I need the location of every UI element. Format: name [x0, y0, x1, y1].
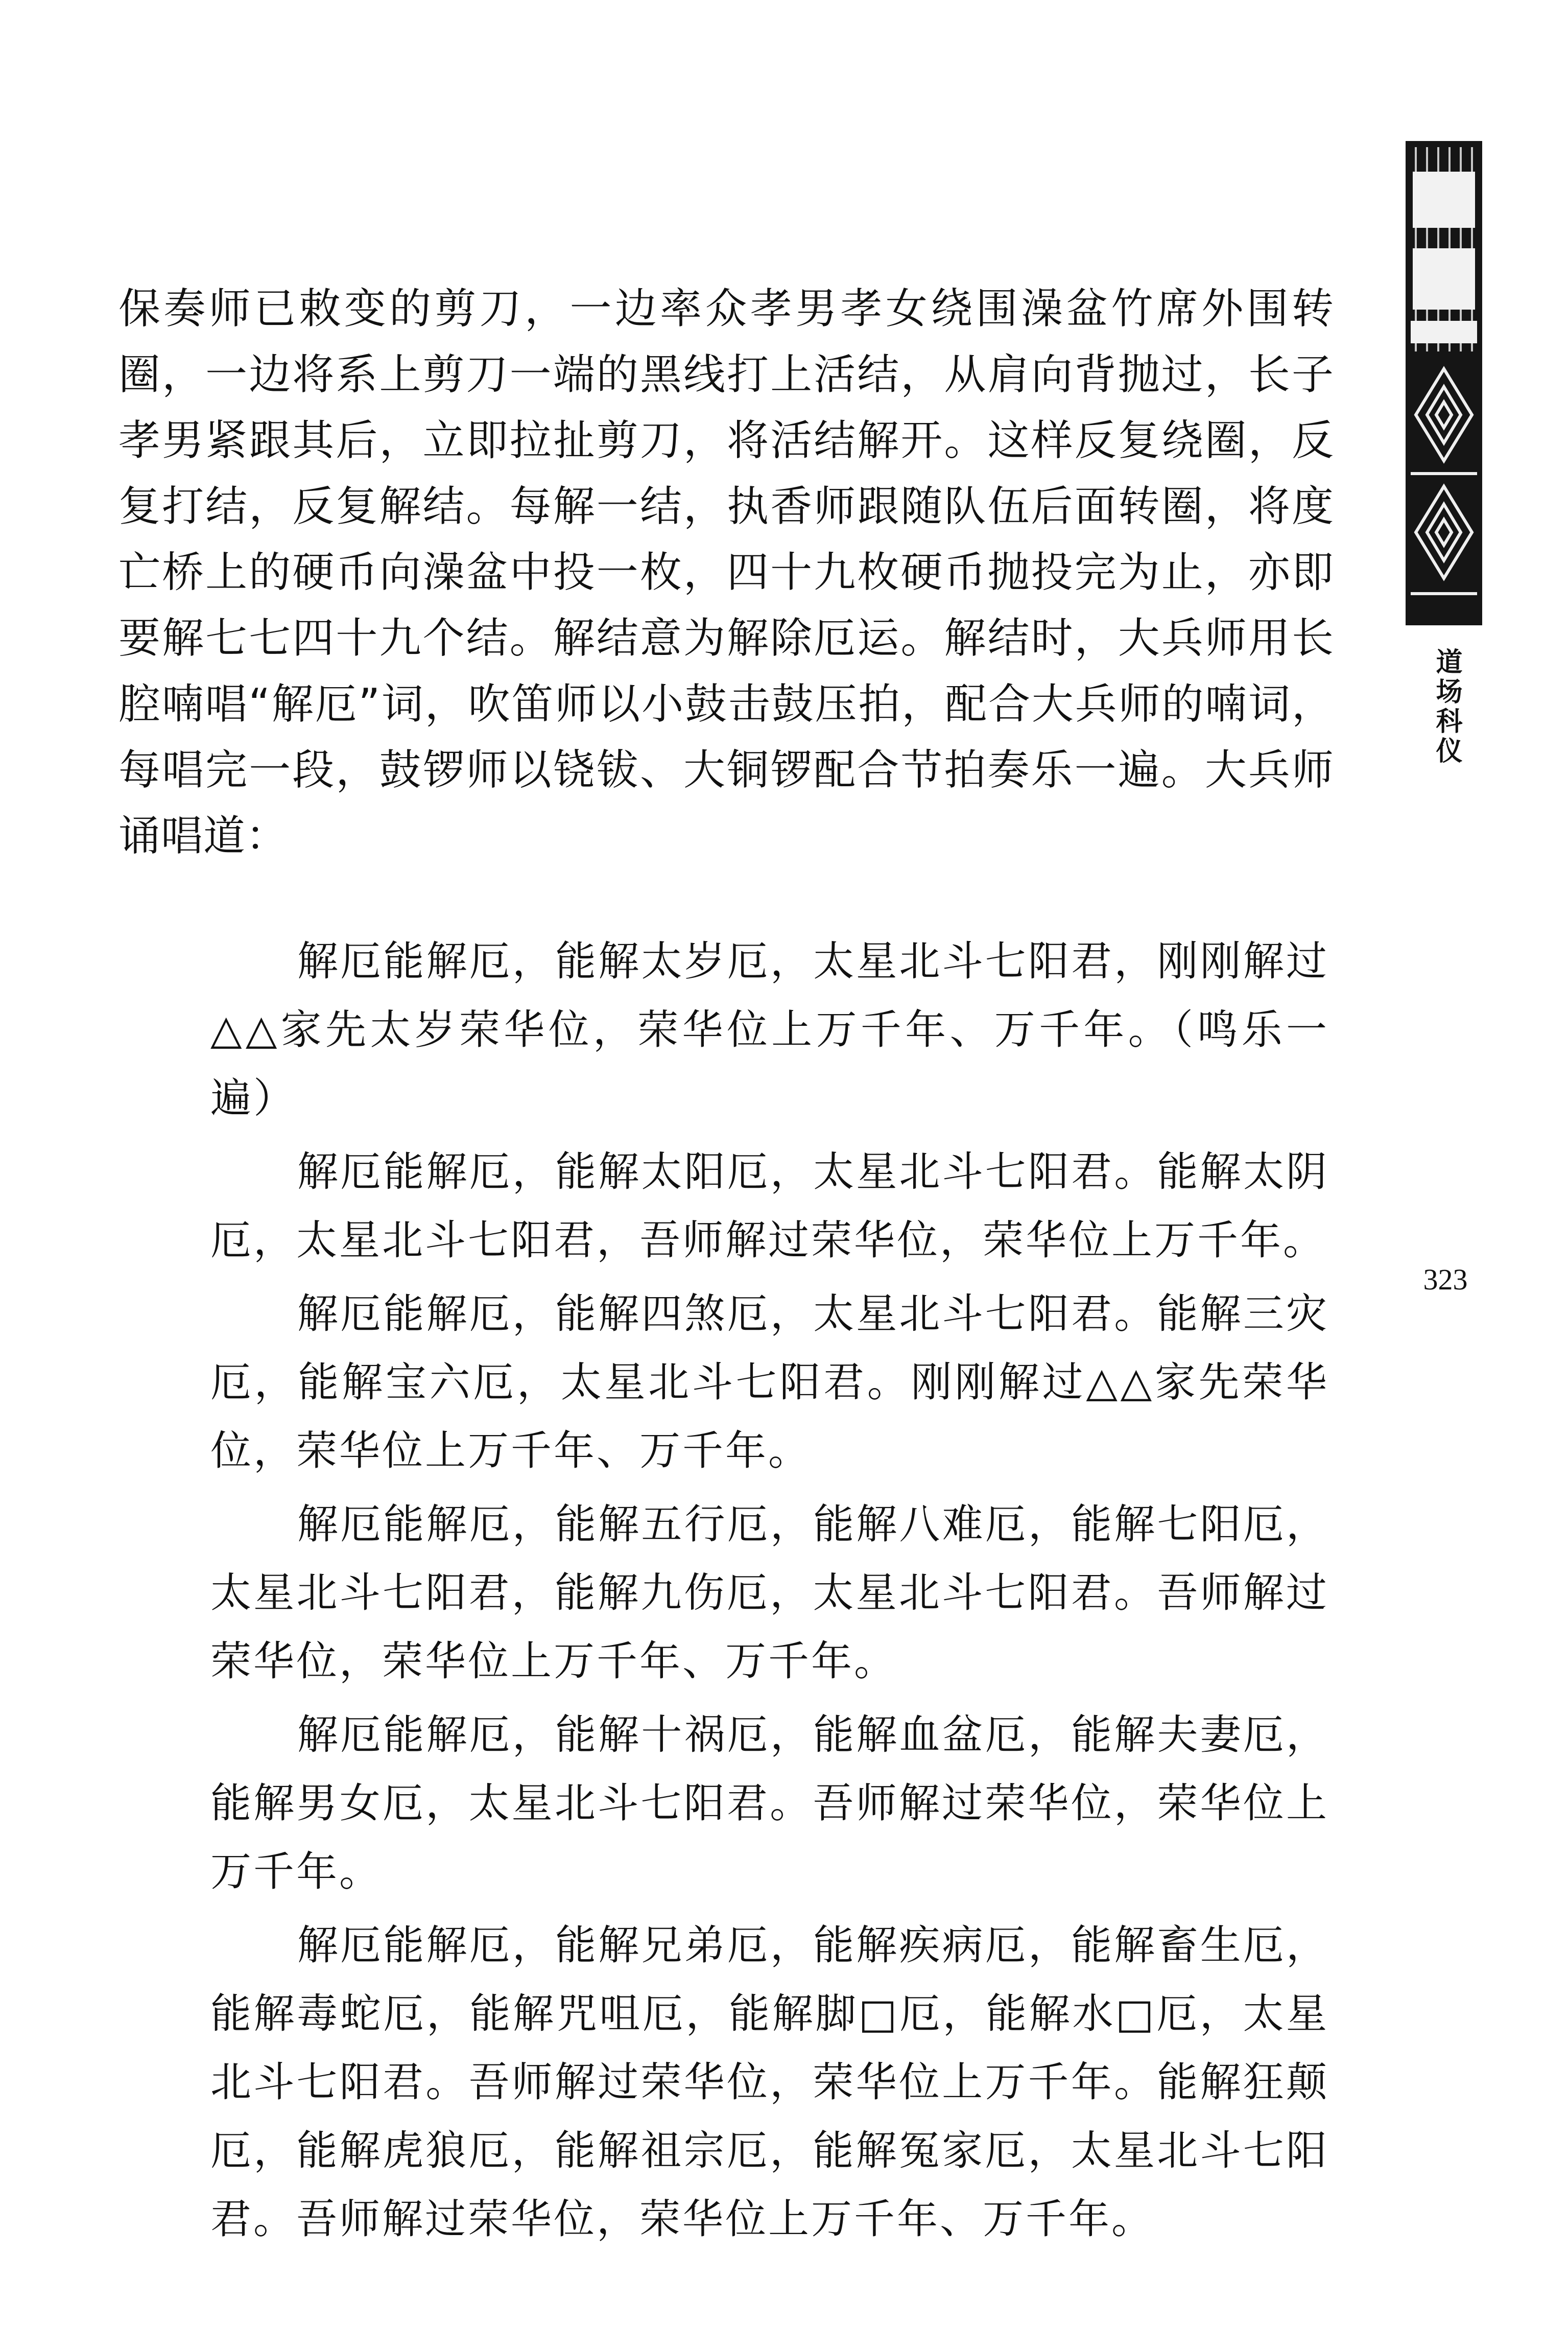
verse-5: 解厄能解厄，能解十祸厄，能解血盆厄，能解夫妻厄，能解男女厄，太星北斗七阳君。吾师解过荣华位，荣华位上万千年。	[210, 1711, 1329, 1895]
body-paragraph: 保奏师已敕变的剪刀，一边率众孝男孝女绕围澡盆竹席外围转圈，一边将系上剪刀一端的黑线打上活结，从肩向背抛过，长子孝男紧跟其后，立即拉扯剪刀，将活结解开。这样反复绕圈，反复打结，反复解结。每解一结，执香师跟随队伍后面转圈，将度亡桥上的硬币向澡盆中投一枚，四十九枚硬币抛投完为止，亦即要解七七四十九个结。解结意为解除厄运。解结时，大兵师用长腔喃唱“解厄”词，吹笛师以小鼓击鼓压拍，配合大兵师的喃词，每唱完一段，鼓锣师以铙钹、大铜锣配合节拍奏乐一遍。大兵师诵唱道：	[118, 285, 1334, 860]
ornament-glyph-block	[1413, 248, 1475, 310]
verse-1: 解厄能解厄，能解太岁厄，太星北斗七阳君，刚刚解过△△家先太岁荣华位，荣华位上万千年、万千年。（鸣乐一遍）	[210, 937, 1329, 1122]
ornament-bar	[1411, 321, 1477, 343]
verse-2: 解厄能解厄，能解太阳厄，太星北斗七阳君。能解太阴厄，太星北斗七阳君，吾师解过荣华位，荣华位上万千年。	[210, 1148, 1329, 1264]
verse-4: 解厄能解厄，能解五行厄，能解八难厄，能解七阳厄，太星北斗七阳君，能解九伤厄，太星北斗七阳君。吾师解过荣华位，荣华位上万千年、万千年。	[210, 1500, 1329, 1685]
side-ornament-strip	[1406, 141, 1482, 625]
verse-6: 解厄能解厄，能解兄弟厄，能解疾病厄，能解畜生厄，能解毒蛇厄，能解咒咀厄，能解脚□厄，能解水□厄，太星北斗七阳君。吾师解过荣华位，荣华位上万千年。能解狂颠厄，能解虎狼厄，能解祖宗厄，能解冤家厄，太星北斗七阳君。吾师解过荣华位，荣华位上万千年、万千年。	[210, 1921, 1329, 2243]
ornament-glyph-block	[1413, 172, 1475, 228]
side-running-title: 道场科仪	[1431, 648, 1462, 766]
verse-3: 解厄能解厄，能解四煞厄，太星北斗七阳君。能解三灾厄，能解宝六厄，太星北斗七阳君。刚刚解过△△家先荣华位，荣华位上万千年、万千年。	[210, 1290, 1329, 1474]
page-number: 323	[1423, 1263, 1468, 1296]
incantation-verses	[210, 927, 1329, 2259]
diamond-pattern-icon	[1411, 359, 1477, 614]
ornament-diamond-pattern	[1411, 359, 1477, 614]
